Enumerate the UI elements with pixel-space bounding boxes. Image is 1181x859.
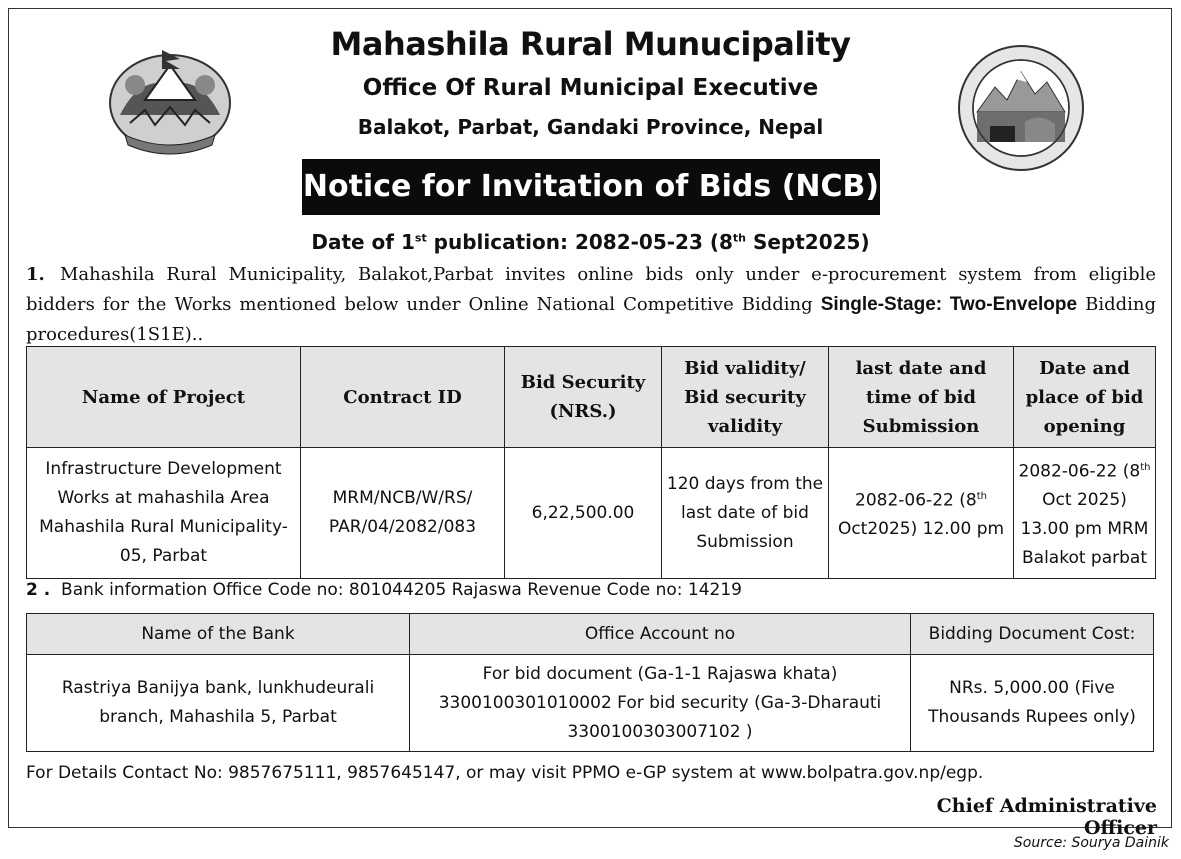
- notice-title-banner: Notice for Invitation of Bids (NCB): [302, 159, 880, 215]
- bank-info-text: Bank information Office Code no: 801044205 Rajaswa Revenue Code no: 14219: [61, 580, 742, 600]
- office-subtitle: Office Of Rural Municipal Executive: [362, 75, 819, 101]
- cell-opening: 2082-06-22 (8th Oct 2025) 13.00 pm MRM Balakot parbat: [1014, 448, 1156, 579]
- cell-account: For bid document (Ga-1-1 Rajaswa khata) 3300100301010002 For bid security (Ga-3-Dharauti 3300100303007102 ): [410, 655, 911, 752]
- header-submission: last date and time of bid Submission: [829, 347, 1014, 448]
- header-project: Name of Project: [27, 347, 301, 448]
- address-line: Balakot, Parbat, Gandaki Province, Nepal: [357, 115, 824, 139]
- bank-table-header-row: [27, 614, 1154, 655]
- cell-doc-cost: NRs. 5,000.00 (Five Thousands Rupees only): [911, 655, 1154, 752]
- paragraph-bold-text: Single-Stage: Two-Envelope: [820, 294, 1078, 315]
- cell-submission: 2082-06-22 (8th Oct2025) 12.00 pm: [829, 448, 1014, 579]
- source-credit: Source: Sourya Dainik: [1013, 835, 1169, 851]
- header-validity: Bid validity/ Bid security validity: [662, 347, 829, 448]
- bank-info-number: 2 .: [26, 580, 51, 600]
- bank-info-line: [26, 580, 742, 600]
- bid-table: [26, 346, 1156, 579]
- publication-date: Date of 1st publication: 2082-05-23 (8th Sept2025): [311, 230, 870, 254]
- table-row: [27, 448, 1156, 579]
- municipality-title: Mahashila Rural Munucipality: [330, 25, 851, 63]
- header-bid-security: Bid Security (NRS.): [505, 347, 662, 448]
- cell-validity: 120 days from the last date of bid Submission: [662, 448, 829, 579]
- header-opening: Date and place of bid opening: [1014, 347, 1156, 448]
- paragraph-1: [26, 260, 1156, 350]
- header-account: Office Account no: [410, 614, 911, 655]
- paragraph-text-a: Mahashila Rural Municipality, Balakot,Parbat invites online bids only under e-procurement system from eligible bidders for the Works mentioned below under Online National Competitive Bidding: [26, 264, 1156, 315]
- header-doc-cost: Bidding Document Cost:: [911, 614, 1154, 655]
- table-row: [27, 655, 1154, 752]
- signatory: Chief Administrative Officer: [936, 795, 1157, 839]
- paragraph-text-b: Bidding procedures(1S1E)..: [26, 294, 1157, 345]
- cell-bid-security: 6,22,500.00: [505, 448, 662, 579]
- cell-bank: Rastriya Banijya bank, lunkhudeurali branch, Mahashila 5, Parbat: [27, 655, 410, 752]
- paragraph-number: 1.: [26, 264, 45, 285]
- cell-contract-id: MRM/NCB/W/RS/ PAR/04/2082/083: [301, 448, 505, 579]
- header-contract-id: Contract ID: [301, 347, 505, 448]
- cell-project: Infrastructure Development Works at mahashila Area Mahashila Rural Municipality-05, Parbat: [27, 448, 301, 579]
- bank-table: [26, 613, 1154, 752]
- header-bank-name: Name of the Bank: [27, 614, 410, 655]
- bid-table-header-row: [27, 347, 1156, 448]
- contact-line: For Details Contact No: 9857675111, 9857645147, or may visit PPMO e-GP system at www.bolpatra.gov.np/egp.: [26, 763, 984, 783]
- nepal-emblem-icon: [100, 45, 240, 165]
